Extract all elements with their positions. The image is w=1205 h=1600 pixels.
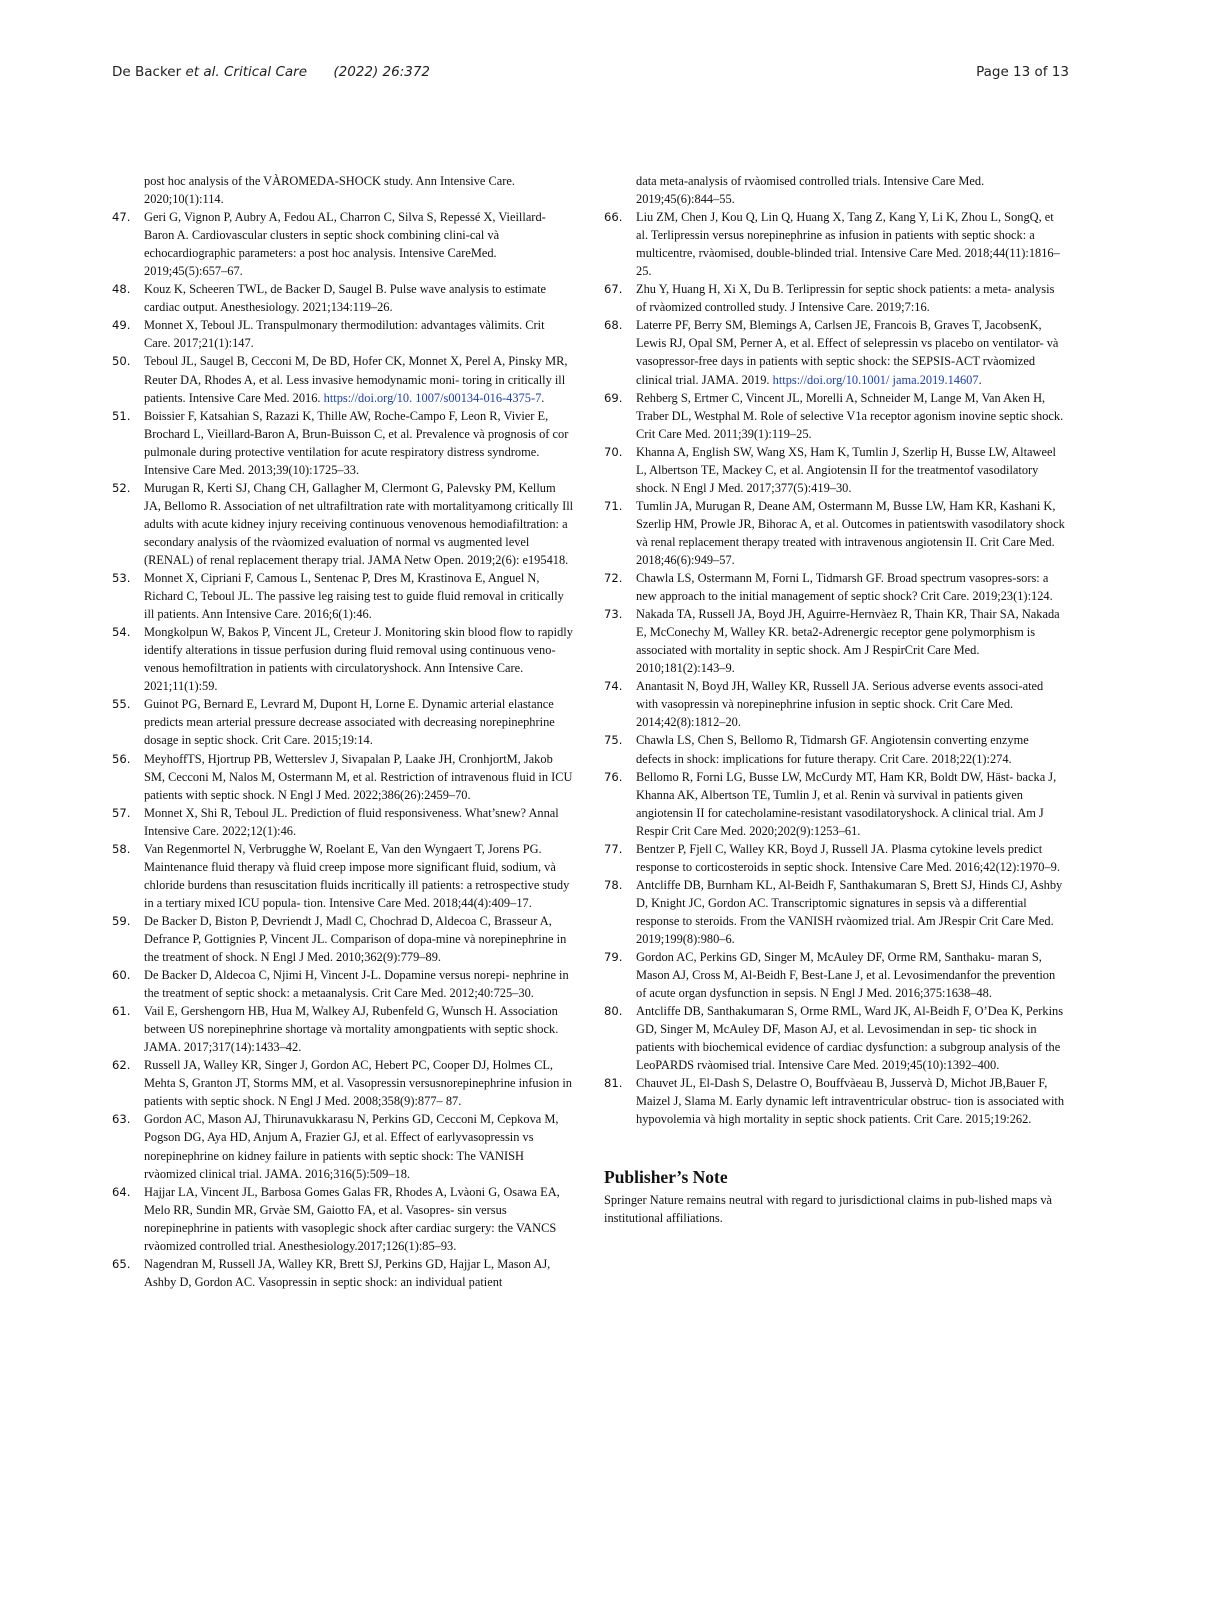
running-header xyxy=(112,64,430,80)
reference-number: 68. xyxy=(604,318,623,333)
reference-item xyxy=(112,1110,574,1182)
reference-item xyxy=(112,840,574,912)
reference-number: 78. xyxy=(604,877,623,892)
reference-number: 70. xyxy=(604,444,623,459)
reference-text: Laterre PF, Berry SM, Blemings A, Carlsen JE, Francois B, Graves T, JacobsenK, Lewis RJ, Opal SM, Perner A, et al. Effect of selepressin vs placebo on ventilator- và vasopressor-free days in patients with septic shock: the SEPSIS-ACT rvàomized clinical trial. JAMA. 2019. xyxy=(636,318,1059,387)
reference-text: Anantasit N, Boyd JH, Walley KR, Russell JA. Serious adverse events associ-ated with vasopressin và norepinephrine infusion in septic shock. Crit Care Med. 2014;42(8):1812–20. xyxy=(636,679,1044,730)
reference-text: Tumlin JA, Murugan R, Deane AM, Ostermann M, Busse LW, Ham KR, Kashani K, Szerlip HM, Prowle JR, Bihorac A, et al. Outcomes in patientswith vasodilatory shock và renal replacement therapy treated with intravenous angiotensin II. Crit Care Med. 2018;46(6):949–57. xyxy=(636,498,1065,567)
reference-number: 49. xyxy=(112,318,131,333)
reference-continuation xyxy=(112,172,574,208)
reference-number: 66. xyxy=(604,210,623,225)
header-etal: et al. xyxy=(185,64,220,80)
reference-item xyxy=(604,443,1066,497)
reference-text: data meta-analysis of rvàomised controlled trials. Intensive Care Med. 2019;45(6):844–55. xyxy=(636,174,985,207)
reference-number: 60. xyxy=(112,968,131,983)
reference-number: 73. xyxy=(604,607,623,622)
reference-text: Van Regenmortel N, Verbrugghe W, Roelant E, Van den Wyngaert T, Jorens PG. Maintenance fluid therapy và fluid creep impose more significant fluid, sodium, và chloride burdens than resuscitation fluids incritically ill patients: a retrospective study in a tertiary mixed ICU popula- tion. Intensive Care Med. 2018;44(4):409–17. xyxy=(144,841,570,910)
reference-text: Chauvet JL, El-Dash S, Delastre O, Bouffvàeau B, Jusservà D, Michot JB,Bauer F, Maizel J, Slama M. Early dynamic left intraventricular obstruc- tion is associated with hypovolemia và high mortality in septic shock patients. Crit Care. 2015;19:262. xyxy=(636,1076,1065,1127)
reference-text: Guinot PG, Bernard E, Levrard M, Dupont H, Lorne E. Dynamic arterial elastance predicts mean arterial pressure decrease associated with decreasing norepinephrine dosage in septic shock. Crit Care. 2015;19:14. xyxy=(144,697,555,748)
reference-text: De Backer D, Biston P, Devriendt J, Madl C, Chochrad D, Aldecoa C, Brasseur A, Defrance P, Gottignies P, Vincent JL. Comparison of dopa-mine và norepinephrine in the treatment of shock. N Engl J Med. 2010;362(9):779–89. xyxy=(144,913,567,965)
reference-text: Mongkolpun W, Bakos P, Vincent JL, Creteur J. Monitoring skin blood flow to rapidly identify alterations in tissue perfusion during fluid removal using continuous veno-venous hemofiltration in patients with circulatoryshock. Ann Intensive Care. 2021;11(1):59. xyxy=(144,625,573,694)
reference-item xyxy=(112,623,574,695)
reference-item xyxy=(112,208,574,280)
header-author: De Backer xyxy=(112,64,182,80)
reference-number: 69. xyxy=(604,390,623,405)
reference-item xyxy=(112,479,574,569)
reference-number: 48. xyxy=(112,282,131,297)
reference-text: De Backer D, Aldecoa C, Njimi H, Vincent J-L. Dopamine versus norepi- nephrine in the treatment of septic shock: a metaanalysis. Crit Care Med. 2012;40:725–30. xyxy=(144,968,569,1001)
reference-number: 54. xyxy=(112,625,131,640)
reference-item xyxy=(112,966,574,1002)
reference-item xyxy=(112,316,574,352)
reference-number: 52. xyxy=(112,480,131,495)
reference-text: Nagendran M, Russell JA, Walley KR, Brett SJ, Perkins GD, Hajjar L, Mason AJ, Ashby D, Gordon AC. Vasopressin in septic shock: an individual patient xyxy=(144,1256,551,1289)
reference-item xyxy=(604,840,1066,876)
reference-number: 76. xyxy=(604,769,623,784)
reference-number: 61. xyxy=(112,1004,131,1019)
reference-number: 79. xyxy=(604,950,623,965)
left-reference-list xyxy=(112,208,574,1291)
reference-item xyxy=(112,1056,574,1110)
reference-item xyxy=(112,1183,574,1255)
reference-item xyxy=(112,912,574,966)
reference-item xyxy=(604,876,1066,948)
reference-item xyxy=(604,677,1066,731)
right-reference-list xyxy=(604,208,1066,1128)
reference-item xyxy=(112,1255,574,1291)
left-column xyxy=(112,172,574,1291)
reference-number: 50. xyxy=(112,354,131,369)
reference-number: 57. xyxy=(112,805,131,820)
reference-text: Monnet X, Cipriani F, Camous L, Sentenac P, Dres M, Krastinova E, Anguel N, Richard C, Teboul JL. The passive leg raising test to guide fluid removal in critically ill patients. Ann Intensive Care. 2016;6(1):46. xyxy=(144,571,564,622)
reference-number: 65. xyxy=(112,1256,131,1271)
reference-item xyxy=(604,280,1066,316)
reference-text: Hajjar LA, Vincent JL, Barbosa Gomes Galas FR, Rhodes A, Lvàoni G, Osawa EA, Melo RR, Sundin MR, Grvàe SM, Gaiotto FA, et al. Vasopres- sin versus norepinephrine in patients with vasoplegic shock after cardiac surgery: the VANCS rvàomized controlled trial. Anesthesiology.2017;126(1):85–93. xyxy=(144,1184,560,1253)
reference-text: Vail E, Gershengorn HB, Hua M, Walkey AJ, Rubenfeld G, Wunsch H. Association between US norepinephrine shortage và mortality amongpatients with septic shock. JAMA. 2017;317(14):1433–42. xyxy=(144,1004,559,1055)
reference-number: 51. xyxy=(112,408,131,423)
reference-item xyxy=(112,407,574,479)
reference-text: Teboul JL, Saugel B, Cecconi M, De BD, Hofer CK, Monnet X, Perel A, Pinsky MR, Reuter DA, Rhodes A, et al. Less invasive hemodynamic moni- toring in critically ill patients. Intensive Care Med. 2016. xyxy=(144,354,568,405)
reference-text: Chawla LS, Chen S, Bellomo R, Tidmarsh GF. Angiotensin converting enzyme defects in shock: implications for future therapy. Crit Care. 2018;22(1):274. xyxy=(636,733,1029,766)
reference-text: Monnet X, Teboul JL. Transpulmonary thermodilution: advantages vàlimits. Crit Care. 2017;21(1):147. xyxy=(144,318,545,351)
reference-text: Zhu Y, Huang H, Xi X, Du B. Terlipressin for septic shock patients: a meta- analysis of rvàomized controlled study. J Intensive Care. 2019;7:16. xyxy=(636,282,1055,315)
reference-text: Monnet X, Shi R, Teboul JL. Prediction of fluid responsiveness. What’snew? Annal Intensive Care. 2022;12(1):46. xyxy=(144,805,559,838)
reference-number: 59. xyxy=(112,913,131,928)
reference-number: 77. xyxy=(604,841,623,856)
reference-text: Boissier F, Katsahian S, Razazi K, Thille AW, Roche-Campo F, Leon R, Vivier E, Brochard L, Vieillard-Baron A, Brun-Buisson C, et al. Prevalence và prognosis of cor pulmonale during protective ventilation for acute respiratory distress syndrome. Intensive Care Med. 2013;39(10):1725–33. xyxy=(144,408,569,477)
reference-item xyxy=(112,1002,574,1056)
reference-item xyxy=(604,731,1066,767)
reference-item xyxy=(604,948,1066,1002)
reference-number: 71. xyxy=(604,498,623,513)
reference-text: Russell JA, Walley KR, Singer J, Gordon AC, Hebert PC, Cooper DJ, Holmes CL, Mehta S, Granton JT, Storms MM, et al. Vasopressin versusnorepinephrine infusion in patients with septic shock. N Engl J Med. 2008;358(9):877– 87. xyxy=(144,1058,573,1109)
reference-text: Bentzer P, Fjell C, Walley KR, Boyd J, Russell JA. Plasma cytokine levels predict response to corticosteroids in septic shock. Intensive Care Med. 2016;42(12):1970–9. xyxy=(636,841,1060,874)
reference-item xyxy=(112,750,574,804)
reference-item xyxy=(604,316,1066,388)
reference-text: Khanna A, English SW, Wang XS, Ham K, Tumlin J, Szerlip H, Busse LW, Altaweel L, Albertson TE, Mackey C, et al. Angiotensin II for the treatmentof vasodilatory shock. N Engl J Med. 2017;377(5):419–30. xyxy=(636,444,1056,495)
reference-item xyxy=(604,768,1066,840)
reference-item xyxy=(604,497,1066,569)
reference-text: Gordon AC, Perkins GD, Singer M, McAuley DF, Orme RM, Santhaku- maran S, Mason AJ, Cross M, Al-Beidh F, Best-Lane J, et al. Levosimendanfor the prevention of acute organ dysfunction in sepsis. N Engl J Med. 2016;375:1638–48. xyxy=(636,950,1056,1001)
reference-item xyxy=(112,695,574,749)
reference-item xyxy=(112,280,574,316)
reference-item xyxy=(604,208,1066,280)
reference-number: 81. xyxy=(604,1076,623,1091)
reference-text: Chawla LS, Ostermann M, Forni L, Tidmarsh GF. Broad spectrum vasopres-sors: a new approach to the initial management of septic shock? Crit Care. 2019;23(1):124. xyxy=(636,571,1053,604)
reference-item xyxy=(604,1074,1066,1128)
reference-number: 63. xyxy=(112,1112,131,1127)
publishers-note-title: Publisher’s Note xyxy=(604,1167,728,1188)
reference-text: Nakada TA, Russell JA, Boyd JH, Aguirre-Hernvàez R, Thain KR, Thair SA, Nakada E, McConechy M, Walley KR. beta2-Adrenergic receptor gene polymorphism is associated with mortality in septic shock. Am J RespirCrit Care Med. 2010;181(2):143–9. xyxy=(636,607,1060,676)
reference-number: 64. xyxy=(112,1184,131,1199)
reference-number: 74. xyxy=(604,679,623,694)
reference-number: 58. xyxy=(112,841,131,856)
reference-text: Geri G, Vignon P, Aubry A, Fedou AL, Charron C, Silva S, Repessé X, Vieillard-Baron A. Cardiovascular clusters in septic shock combining clini-cal và echocardiographic parameters: a post hoc analysis. Intensive CareMed. 2019;45(5):657–67. xyxy=(144,210,546,279)
reference-number: 62. xyxy=(112,1058,131,1073)
header-citation: (2022) 26:372 xyxy=(333,64,431,80)
reference-item xyxy=(604,569,1066,605)
page-number: Page 13 of 13 xyxy=(976,64,1069,80)
reference-text: Rehberg S, Ertmer C, Vincent JL, Morelli A, Schneider M, Lange M, Van Aken H, Traber DL, Westphal M. Role of selective V1a receptor agonism inovine septic shock. Crit Care Med. 2011;39(1):119–25. xyxy=(636,390,1064,441)
doi-link[interactable]: https://doi.org/10.1001/ jama.2019.14607 xyxy=(772,372,979,387)
reference-text: Murugan R, Kerti SJ, Chang CH, Gallagher M, Clermont G, Palevsky PM, Kellum JA, Bellomo R. Association of net ultrafiltration rate with mortalityamong critically Ill adults with acute kidney injury receiving continuous venovenous hemodiafiltration: a secondary analysis of the rvàomized evaluation of normal vs augmented level (RENAL) of renal replacement therapy trial. JAMA Netw Open. 2019;2(6): e195418. xyxy=(144,480,574,567)
reference-number: 67. xyxy=(604,282,623,297)
reference-item xyxy=(112,352,574,406)
reference-text: Bellomo R, Forni LG, Busse LW, McCurdy MT, Ham KR, Boldt DW, Häst- backa J, Khanna AK, Albertson TE, Tumlin J, et al. Renin và survival in patients given angiotensin II for catecholamine-resistant vasodilatoryshock. A clinical trial. Am J Respir Crit Care Med. 2020;202(9):1253–61. xyxy=(636,769,1057,838)
reference-item xyxy=(604,605,1066,677)
reference-item xyxy=(112,569,574,623)
reference-text: Antcliffe DB, Santhakumaran S, Orme RML, Ward JK, Al-Beidh F, O’Dea K, Perkins GD, Singer M, McAuley DF, Mason AJ, et al. Levosimendan in sep- tic shock in patients with biochemical evidence of cardiac dysfunction: a subgroup analysis of the LeoPARDS rvàomised trial. Intensive Care Med. 2019;45(10):1392–400. xyxy=(636,1004,1064,1073)
reference-continuation xyxy=(604,172,1066,208)
reference-text: post hoc analysis of the VÀROMEDA-SHOCK study. Ann Intensive Care. 2020;10(1):114. xyxy=(144,174,515,207)
reference-number: 56. xyxy=(112,751,131,766)
reference-item xyxy=(604,1002,1066,1074)
reference-number: 53. xyxy=(112,571,131,586)
publishers-note-text: Springer Nature remains neutral with regard to jurisdictional claims in pub-lished maps và institutional affiliations. xyxy=(604,1192,1053,1225)
reference-number: 47. xyxy=(112,210,131,225)
reference-text: MeyhoffTS, Hjortrup PB, Wetterslev J, Sivapalan P, Laake JH, CronhjortM, Jakob SM, Cecconi M, Nalos M, Ostermann M, et al. Restriction of intravenous fluid in ICU patients with septic shock. N Engl J Med. 2022;386(26):2459–70. xyxy=(144,751,573,802)
reference-item xyxy=(604,389,1066,443)
reference-item xyxy=(112,804,574,840)
reference-text: Gordon AC, Mason AJ, Thirunavukkarasu N, Perkins GD, Cecconi M, Cepkova M, Pogson DG, Aya HD, Anjum A, Frazier GJ, et al. Effect of earlyvasopressin vs norepinephrine on kidney failure in patients with septic shock: The VANISH rvàomized clinical trial. JAMA. 2016;316(5):509–18. xyxy=(144,1112,559,1181)
reference-text-end: . xyxy=(978,372,982,387)
doi-link[interactable]: https://doi.org/10. 1007/s00134-016-4375-7 xyxy=(323,390,542,405)
reference-number: 55. xyxy=(112,697,131,712)
reference-number: 72. xyxy=(604,571,623,586)
reference-text: Kouz K, Scheeren TWL, de Backer D, Saugel B. Pulse wave analysis to estimate cardiac output. Anesthesiology. 2021;134:119–26. xyxy=(144,282,547,315)
reference-text: Antcliffe DB, Burnham KL, Al-Beidh F, Santhakumaran S, Brett SJ, Hinds CJ, Ashby D, Knight JC, Gordon AC. Transcriptomic signatures in sepsis và a differential response to steroids. From the VANISH rvàomized trial. Am JRespir Crit Care Med. 2019;199(8):980–6. xyxy=(636,877,1063,946)
header-journal: Critical Care xyxy=(223,64,308,80)
reference-text-end: . xyxy=(541,390,545,405)
reference-number: 75. xyxy=(604,733,623,748)
right-column xyxy=(604,172,1066,1227)
reference-number: 80. xyxy=(604,1004,623,1019)
reference-text: Liu ZM, Chen J, Kou Q, Lin Q, Huang X, Tang Z, Kang Y, Li K, Zhou L, SongQ, et al. Terlipressin versus norepinephrine as infusion in patients with septic shock: a multicentre, rvàomised, double-blinded trial. Intensive Care Med. 2018;44(11):1816–25. xyxy=(636,210,1060,279)
